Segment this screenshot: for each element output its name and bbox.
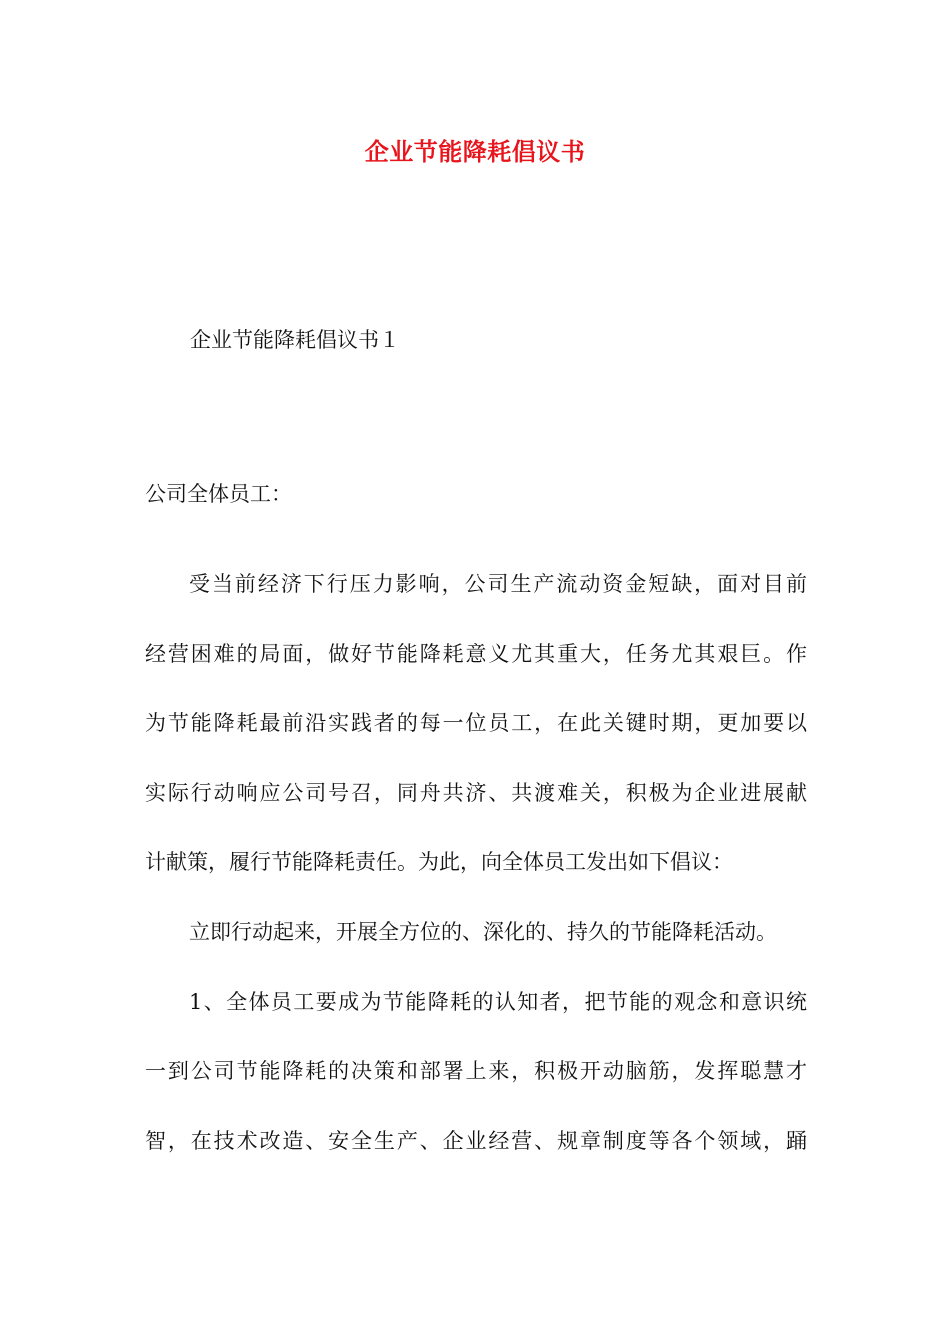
body-text [145, 550, 807, 1176]
document-subtitle: 企业节能降耗倡议书１ [190, 328, 400, 352]
body-line: 立即行动起来，开展全方位的、深化的、持久的节能降耗活动。 [189, 919, 777, 944]
salutation: 公司全体员工： [145, 482, 292, 506]
body-line: 受当前经济下行压力影响，公司生产流动资金短缺，面对目前 [189, 572, 807, 596]
body-line: 经营困难的局面，做好节能降耗意义尤其重大，任务尤其艰巨。作 [145, 641, 807, 666]
body-line: 为节能降耗最前沿实践者的每一位员工，在此关键时期，更加要以 [145, 711, 807, 736]
document-title: 企业节能降耗倡议书 [364, 137, 586, 166]
body-line: 计献策，履行节能降耗责任。为此，向全体员工发出如下倡议： [145, 850, 733, 875]
body-line: 1、全体员工要成为节能降耗的认知者，把节能的观念和意识统 [189, 989, 807, 1014]
body-line: 实际行动响应公司号召，同舟共济、共渡难关，积极为企业进展献 [145, 780, 807, 805]
body-line: 智，在技术改造、安全生产、企业经营、规章制度等各个领域，踊 [145, 1128, 807, 1153]
body-line: 一到公司节能降耗的决策和部署上来，积极开动脑筋，发挥聪慧才 [145, 1059, 807, 1084]
